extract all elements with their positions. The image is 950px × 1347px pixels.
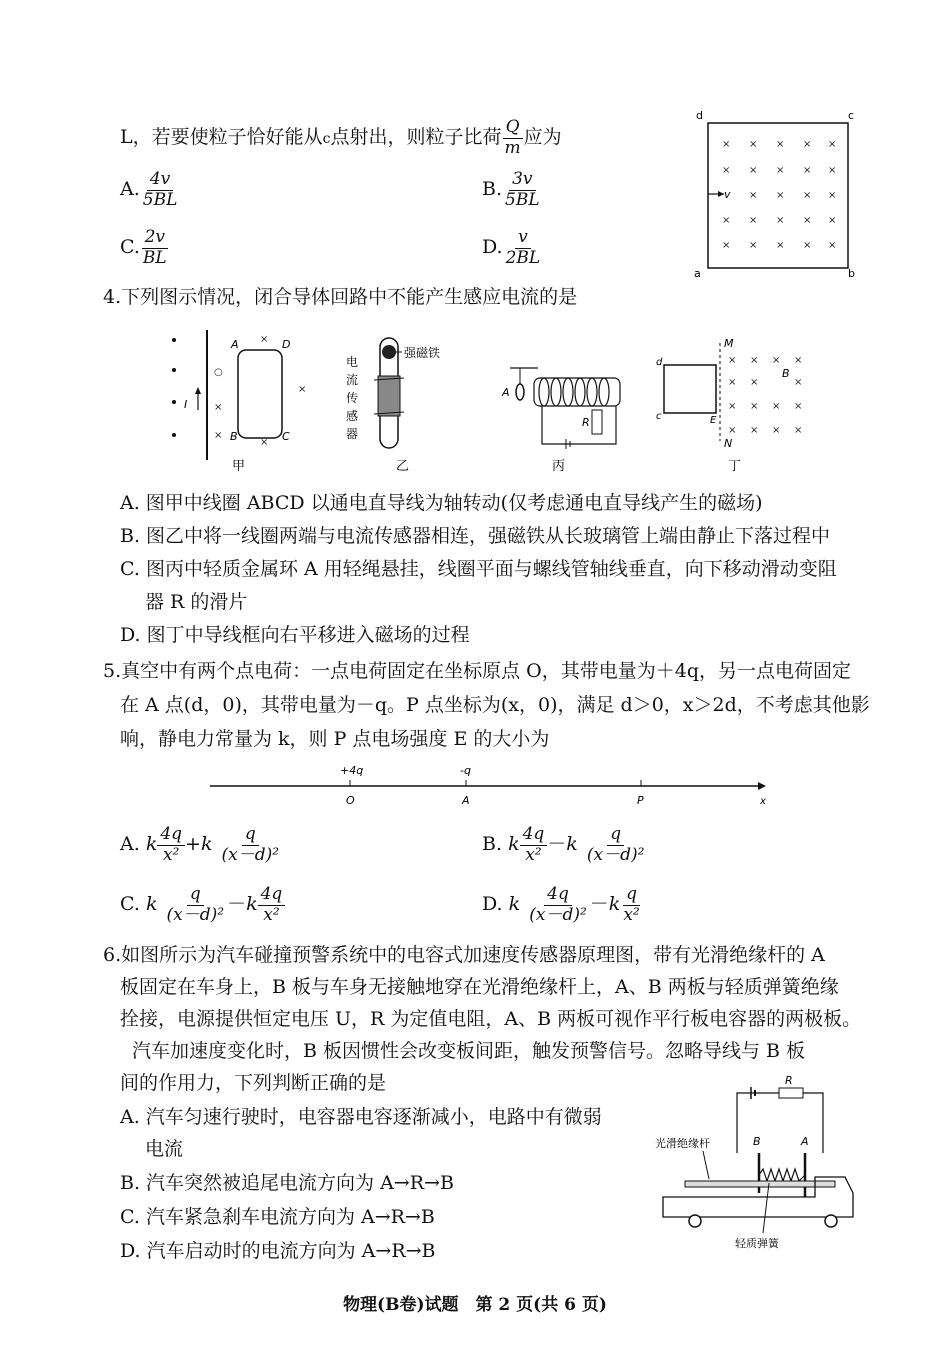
svg-text:流: 流 xyxy=(346,373,359,387)
svg-text:×: × xyxy=(772,425,781,436)
svg-text:×: × xyxy=(776,215,785,226)
q5-stem-line-2: 在 A 点(d，0)，其带电量为－q。P 点坐标为(x，0)，满足 d＞0，x＞2d，不考虑其他影 xyxy=(120,694,870,716)
q6-option-a-cont: 电流 xyxy=(145,1138,184,1160)
svg-text:×: × xyxy=(750,355,759,366)
q6-circuit xyxy=(737,1093,823,1153)
svg-text:E: E xyxy=(710,415,717,426)
svg-text:强磁铁: 强磁铁 xyxy=(404,346,441,360)
svg-text:×: × xyxy=(722,215,731,226)
svg-text:×: × xyxy=(828,139,837,150)
svg-text:感: 感 xyxy=(346,409,359,423)
svg-text:×: × xyxy=(728,355,737,366)
svg-text:×: × xyxy=(772,355,781,366)
svg-text:×: × xyxy=(298,384,307,395)
q6-stem-line-5: 间的作用力，下列判断正确的是 xyxy=(120,1072,387,1094)
jia-coil xyxy=(238,350,282,438)
q6-option-b: B. 汽车突然被追尾电流方向为 A→R→B xyxy=(120,1172,454,1194)
q4-option-c-cont: 器 R 的滑片 xyxy=(145,591,248,613)
svg-text:×: × xyxy=(728,425,737,436)
svg-text:x: x xyxy=(760,796,766,807)
svg-text:R: R xyxy=(582,416,590,429)
svg-text:×: × xyxy=(803,190,812,201)
q6-stem-line-1: 6.如图所示为汽车碰撞预警系统中的电容式加速度传感器原理图，带有光滑绝缘杆的 A xyxy=(103,944,825,966)
q3-option-b: B. $\frac{3v}{5BL}$ xyxy=(482,169,540,210)
q3-field-crosses xyxy=(722,139,836,251)
svg-text:R: R xyxy=(785,1075,793,1087)
q3-corner-c: c xyxy=(848,109,855,122)
svg-text:电: 电 xyxy=(346,355,359,369)
q3-velocity-label: v xyxy=(724,188,731,201)
q5-option-a: A. k $\frac{4q}{\text{x²}}$ +k $\frac{q}{\text{(x－d)²}}$ xyxy=(120,824,280,865)
svg-text:A: A xyxy=(462,794,470,807)
q5-stem-line-1: 5.真空中有两个点电荷：一点电荷固定在坐标原点 O，其带电量为＋4q，另一点电荷固定 xyxy=(103,660,851,682)
q4-option-b: B. 图乙中将一线圈两端与电流传感器相连，强磁铁从长玻璃管上端由静止下落过程中 xyxy=(120,525,831,547)
svg-text:×: × xyxy=(803,139,812,150)
svg-text:○: ○ xyxy=(214,367,223,378)
svg-text:D: D xyxy=(282,338,291,351)
q4-figure-bing xyxy=(498,340,638,475)
bing-ring xyxy=(516,384,524,400)
yi-magnet xyxy=(382,345,396,359)
q6-option-c: C. 汽车紧急刹车电流方向为 A→R→B xyxy=(120,1206,435,1228)
svg-text:×: × xyxy=(749,240,758,251)
q4-stem: 4.下列图示情况，闭合导体回路中不能产生感应电流的是 xyxy=(103,286,578,308)
q3-ratio: $\frac{Q}{m}$ xyxy=(504,117,521,158)
q6-resistor xyxy=(779,1088,803,1098)
svg-text:×: × xyxy=(749,139,758,150)
q4-option-d: D. 图丁中导线框向右平移进入磁场的过程 xyxy=(120,624,470,646)
svg-text:×: × xyxy=(828,190,837,201)
svg-text:×: × xyxy=(214,402,223,413)
svg-text:×: × xyxy=(803,165,812,176)
q6-stem-line-3: 拴接，电源提供恒定电压 U，R 为定值电阻，A、B 两板可视作平行板电容器的两极板。 xyxy=(120,1008,862,1030)
svg-text:×: × xyxy=(794,425,803,436)
q6-rod-label: 光滑绝缘杆 xyxy=(655,1137,710,1150)
svg-text:B: B xyxy=(782,367,790,380)
yi-label: 乙 xyxy=(396,459,410,474)
q4-figure-yi xyxy=(340,328,470,475)
jia-label: 甲 xyxy=(232,459,246,474)
q6-stem-line-4: 汽车加速度变化时，B 板因惯性会改变板间距，触发预警信号。忽略导线与 B 板 xyxy=(132,1040,806,1062)
svg-text:×: × xyxy=(794,377,803,388)
svg-text:B: B xyxy=(753,1135,761,1148)
q3-field-figure xyxy=(690,105,860,280)
svg-text:×: × xyxy=(749,215,758,226)
svg-text:×: × xyxy=(828,240,837,251)
svg-text:×: × xyxy=(750,401,759,412)
svg-text:器: 器 xyxy=(346,427,359,441)
q6-option-d: D. 汽车启动时的电流方向为 A→R→B xyxy=(120,1240,436,1262)
svg-text:×: × xyxy=(728,377,737,388)
bing-label: 丙 xyxy=(552,459,566,474)
ding-field-crosses xyxy=(728,355,802,436)
q6-option-a: A. 汽车匀速行驶时，电容器电容逐渐减小，电路中有微弱 xyxy=(120,1106,602,1128)
q6-stem-line-2: 板固定在车身上，B 板与车身无接触地穿在光滑绝缘杆上，A、B 两板与轻质弹簧绝缘 xyxy=(120,976,839,998)
page-footer: 物理(B卷)试题 第 2 页(共 6 页) xyxy=(343,1295,607,1315)
q3-corner-d: d xyxy=(696,109,703,122)
q3-corner-a: a xyxy=(694,267,701,280)
svg-text:×: × xyxy=(260,334,269,345)
svg-text:×: × xyxy=(772,401,781,412)
svg-text:C: C xyxy=(282,430,290,443)
svg-text:A: A xyxy=(801,1135,809,1148)
q4-figure-jia xyxy=(160,330,320,475)
q4-option-a: A. 图甲中线圈 ABCD 以通电直导线为轴转动(仅考虑通电直导线产生的磁场) xyxy=(120,492,763,514)
svg-text:×: × xyxy=(776,190,785,201)
q5-option-c: C. k $\frac{q}{\text{(x－d)²}}$ －k $\frac{4q}{\text{x²}}$ xyxy=(120,885,285,925)
svg-text:M: M xyxy=(724,337,734,350)
svg-text:c: c xyxy=(656,411,662,422)
svg-text:×: × xyxy=(828,165,837,176)
svg-text:N: N xyxy=(724,437,733,450)
jia-current-label: I xyxy=(184,398,188,411)
svg-text:A: A xyxy=(502,386,510,399)
svg-text:×: × xyxy=(794,355,803,366)
svg-text:×: × xyxy=(750,425,759,436)
svg-text:×: × xyxy=(214,430,223,441)
q5-option-d: D. k $\frac{4q}{\text{(x－d)²}}$ －k $\frac{q}{\text{x²}}$ xyxy=(482,884,640,925)
q6-spring xyxy=(759,1169,805,1181)
svg-text:×: × xyxy=(776,139,785,150)
svg-text:×: × xyxy=(776,165,785,176)
ding-frame xyxy=(664,365,716,413)
svg-text:传: 传 xyxy=(346,391,359,405)
svg-text:×: × xyxy=(750,377,759,388)
svg-text:×: × xyxy=(722,240,731,251)
q5-charge-o: +4q xyxy=(340,764,364,777)
svg-text:B: B xyxy=(230,430,238,443)
q6-spring-label: 轻质弹簧 xyxy=(735,1237,779,1250)
q4-figure-ding xyxy=(650,335,810,475)
q6-sensor-figure xyxy=(655,1075,865,1255)
svg-text:d: d xyxy=(656,357,663,368)
q5-stem-line-3: 响，静电力常量为 k，则 P 点电场强度 E 的大小为 xyxy=(120,728,550,750)
q4-option-c: C. 图丙中轻质金属环 A 用轻绳悬挂，线圈平面与螺线管轴线垂直，向下移动滑动变阻 xyxy=(120,558,837,580)
svg-text:×: × xyxy=(828,215,837,226)
q3-option-a: A. $\frac{4v}{5BL}$ xyxy=(120,169,178,210)
svg-text:×: × xyxy=(803,215,812,226)
svg-text:×: × xyxy=(749,165,758,176)
svg-text:×: × xyxy=(749,190,758,201)
yi-coil xyxy=(378,376,400,416)
svg-text:O: O xyxy=(346,794,355,807)
q5-option-b: B. k $\frac{4q}{\text{x²}}$ －k $\frac{q}{\text{(x－d)²}}$ xyxy=(482,824,645,865)
q3-option-c: C. $\frac{2v}{BL}$ xyxy=(120,227,167,268)
q5-axis-figure xyxy=(200,758,780,810)
bing-resistor xyxy=(592,410,602,434)
svg-text:A: A xyxy=(231,338,239,351)
q3-corner-b: b xyxy=(848,267,855,280)
svg-text:×: × xyxy=(803,240,812,251)
svg-text:×: × xyxy=(260,437,269,448)
q5-charge-a: -q xyxy=(460,764,471,777)
svg-text:×: × xyxy=(722,165,731,176)
q6-rod xyxy=(685,1181,835,1187)
svg-text:×: × xyxy=(776,240,785,251)
svg-text:×: × xyxy=(794,401,803,412)
q3-stem: L，若要使粒子恰好能从c点射出，则粒子比荷 $\frac{Q}{m}$ 应为 xyxy=(120,117,562,158)
ding-label: 丁 xyxy=(728,459,742,474)
svg-text:×: × xyxy=(728,401,737,412)
svg-text:P: P xyxy=(637,794,644,807)
svg-text:×: × xyxy=(722,139,731,150)
q3-option-d: D. $\frac{v}{2BL}$ xyxy=(482,227,541,268)
